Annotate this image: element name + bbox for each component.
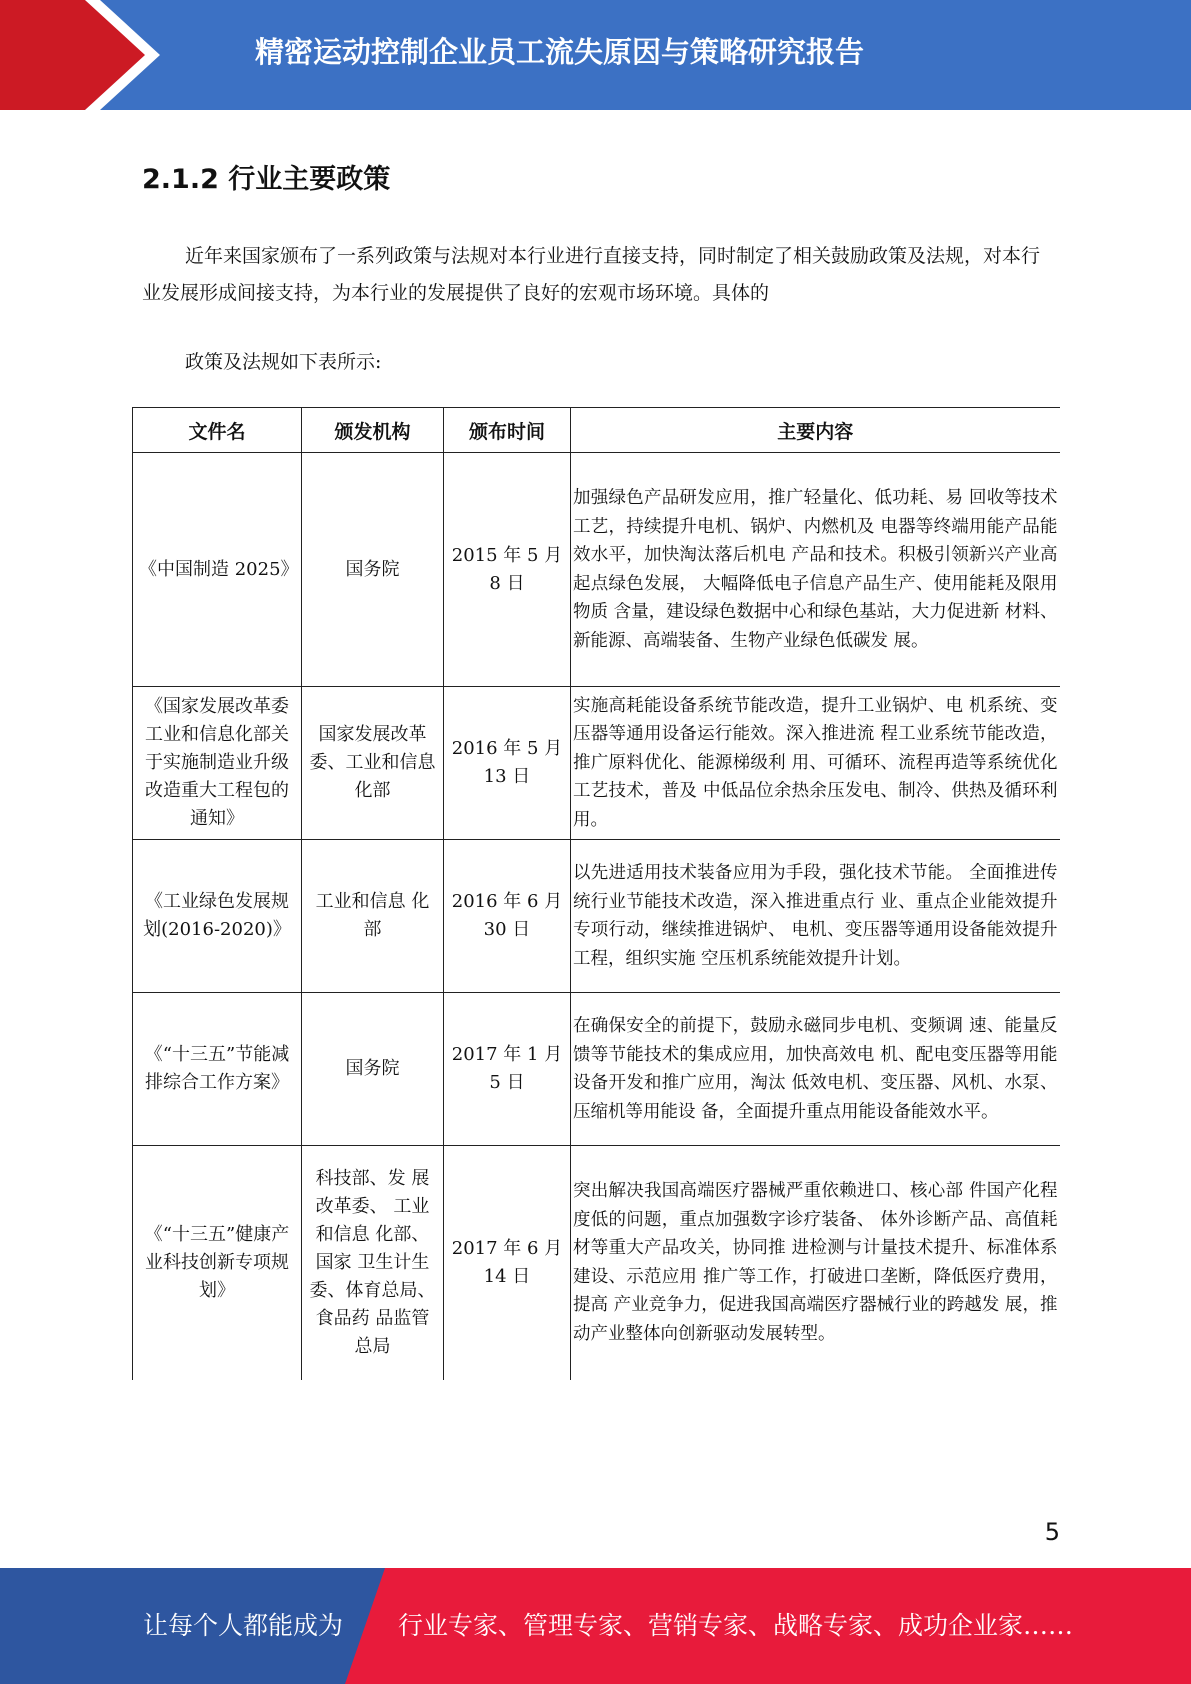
cell-agency: 国务院: [302, 993, 444, 1146]
column-header-date: 颁布时间: [444, 408, 571, 453]
document-title: 精密运动控制企业员工流失原因与策略研究报告: [255, 35, 865, 69]
cell-name: 《中国制造 2025》: [133, 453, 302, 687]
table-row: [133, 687, 1060, 840]
cell-content: 加强绿色产品研发应用，推广轻量化、低功耗、易 回收等技术工艺，持续提升电机、锅炉、内燃机及 电器等终端用能产品能效水平，加快淘汰落后机电 产品和技术。积极引领新兴产业高起点绿色发展， 大幅降低电子信息产品生产、使用能耗及限用物质 含量，建设绿色数据中心和绿色基站，大力促进新 材料、新能源、高端装备、生物产业绿色低碳发 展。: [571, 453, 1060, 687]
cell-content: 以先进适用技术装备应用为手段，强化技术节能。 全面推进传统行业节能技术改造，深入推进重点行 业、重点企业能效提升专项行动，继续推进锅炉、 电机、变压器等通用设备能效提升工程，组织实施 空压机系统能效提升计划。: [571, 840, 1060, 993]
section-heading: 2.1.2 行业主要政策: [142, 164, 391, 195]
page-number: 5: [1044, 1518, 1060, 1546]
cell-date: 2016 年 5 月 13 日: [444, 687, 571, 840]
cell-content: 在确保安全的前提下，鼓励永磁同步电机、变频调 速、能量反馈等节能技术的集成应用，加快高效电 机、配电变压器等用能设备开发和推广应用，淘汰 低效电机、变压器、风机、水泵、压缩机等用能设 备，全面提升重点用能设备能效水平。: [571, 993, 1060, 1146]
header-band: [0, 0, 1191, 110]
cell-agency: 工业和信息 化部: [302, 840, 444, 993]
table-row: [133, 453, 1060, 687]
intro-paragraph-continued: 政策及法规如下表所示:: [185, 351, 382, 373]
cell-name: 《“十三五”健康产业科技创新专项规划》: [133, 1146, 302, 1380]
table-row: [133, 993, 1060, 1146]
footer-slogan-left: 让每个人都能成为: [143, 1611, 344, 1640]
cell-content: 突出解决我国高端医疗器械严重依赖进口、核心部 件国产化程度低的问题，重点加强数字诊疗装备、 体外诊断产品、高值耗材等重大产品攻关，协同推 进检测与计量技术提升、标准体系建设、示范应用 推广等工作，打破进口垄断，降低医疗费用，提高 产业竞争力，促进我国高端医疗器械行业的跨越发 展，推动产业整体向创新驱动发展转型。: [571, 1146, 1060, 1380]
cell-name: 《“十三五”节能减排综合工作方案》: [133, 993, 302, 1146]
column-header-agency: 颁发机构: [302, 408, 444, 453]
header-red-shape: [0, 0, 150, 110]
cell-name: 《工业绿色发展规划(2016-2020)》: [133, 840, 302, 993]
table-header-row: [133, 408, 1060, 453]
cell-date: 2017 年 6 月 14 日: [444, 1146, 571, 1380]
cell-name: 《国家发展改革委工业和信息化部关于实施制造业升级改造重大工程包的通知》: [133, 687, 302, 840]
footer-slogan-right: 行业专家、管理专家、营销专家、战略专家、成功企业家……: [398, 1611, 1074, 1640]
cell-date: 2017 年 1 月 5 日: [444, 993, 571, 1146]
table-row: [133, 840, 1060, 993]
table-row: [133, 1146, 1060, 1380]
policy-table: [132, 407, 1060, 1380]
cell-content: 实施高耗能设备系统节能改造，提升工业锅炉、电 机系统、变压器等通用设备运行能效。深入推进流 程工业系统节能改造，推广原料优化、能源梯级利 用、可循环、流程再造等系统优化工艺技术，普及 中低品位余热余压发电、制冷、供热及循环利用。: [571, 687, 1060, 840]
cell-agency: 科技部、发 展改革委、 工业和信息 化部、国家 卫生计生委、体育总局、食品药 品监管总局: [302, 1146, 444, 1380]
footer-band: [0, 1568, 1191, 1684]
cell-date: 2016 年 6 月 30 日: [444, 840, 571, 993]
cell-date: 2015 年 5 月 8 日: [444, 453, 571, 687]
column-header-content: 主要内容: [571, 408, 1060, 453]
cell-agency: 国家发展改革委、工业和信息化部: [302, 687, 444, 840]
intro-paragraph: 近年来国家颁布了一系列政策与法规对本行业进行直接支持，同时制定了相关鼓励政策及法规，对本行业发展形成间接支持，为本行业的发展提供了良好的宏观市场环境。具体的: [142, 245, 1041, 304]
column-header-name: 文件名: [133, 408, 302, 453]
cell-agency: 国务院: [302, 453, 444, 687]
